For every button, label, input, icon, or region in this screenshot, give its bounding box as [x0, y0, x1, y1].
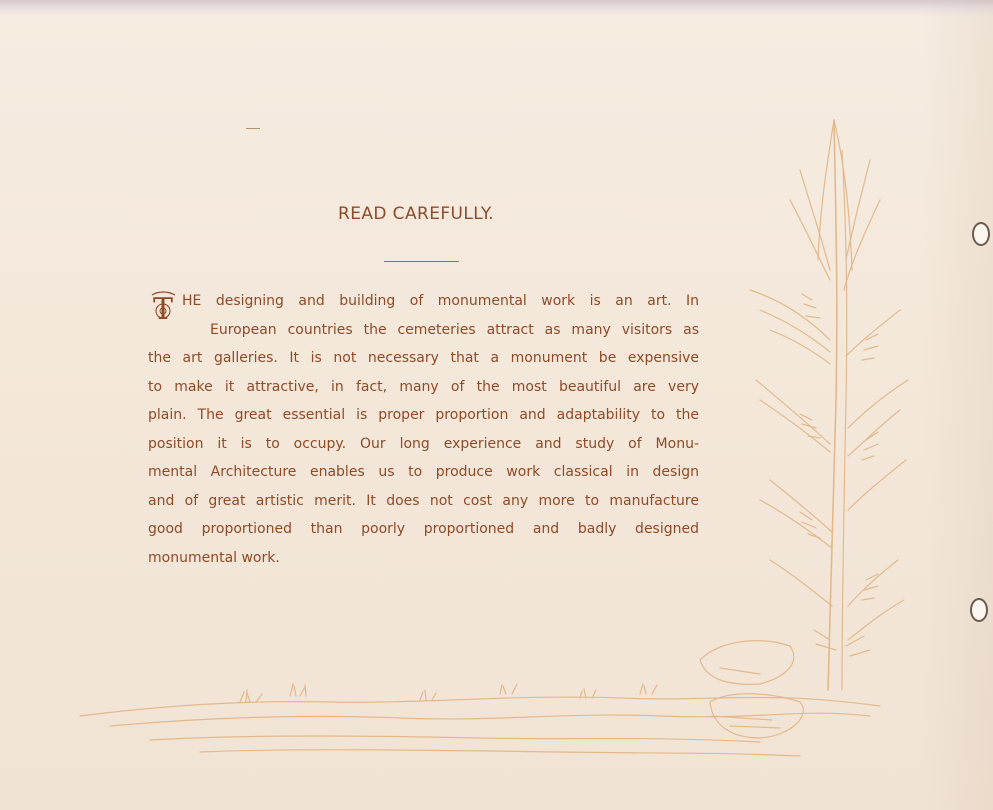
page-title: READ CAREFULLY. — [338, 204, 494, 224]
paragraph-line: mental Architecture enables us to produce work classical in design — [148, 464, 699, 480]
paragraph-line: monumental work. — [148, 549, 280, 566]
body-paragraph — [148, 287, 699, 572]
paragraph-line: European countries the cemeteries attract as many visitors as — [210, 321, 699, 338]
binding-hole-bottom — [970, 598, 988, 622]
paragraph-line: to make it attractive, in fact, many of the most beautiful are very — [148, 378, 699, 395]
drop-cap-letter: T — [152, 292, 174, 327]
paragraph-line: good proportioned than poorly proportioned and badly designed — [148, 521, 699, 537]
paragraph-line: the art galleries. It is not necessary that a monument be expensive — [148, 350, 699, 366]
paragraph-line: HE designing and building of monumental work is an art. In — [182, 293, 699, 309]
stray-mark — [246, 128, 260, 129]
paragraph-line: position it is to occupy. Our long experience and study of Monu- — [148, 435, 699, 452]
binding-hole-top — [972, 222, 990, 246]
paragraph-line: plain. The great essential is proper proportion and adaptability to the — [148, 407, 699, 423]
drop-cap-ornament-icon — [148, 289, 178, 327]
title-rule — [384, 261, 459, 262]
paragraph-line: and of great artistic merit. It does not cost any more to manufacture — [148, 492, 699, 509]
